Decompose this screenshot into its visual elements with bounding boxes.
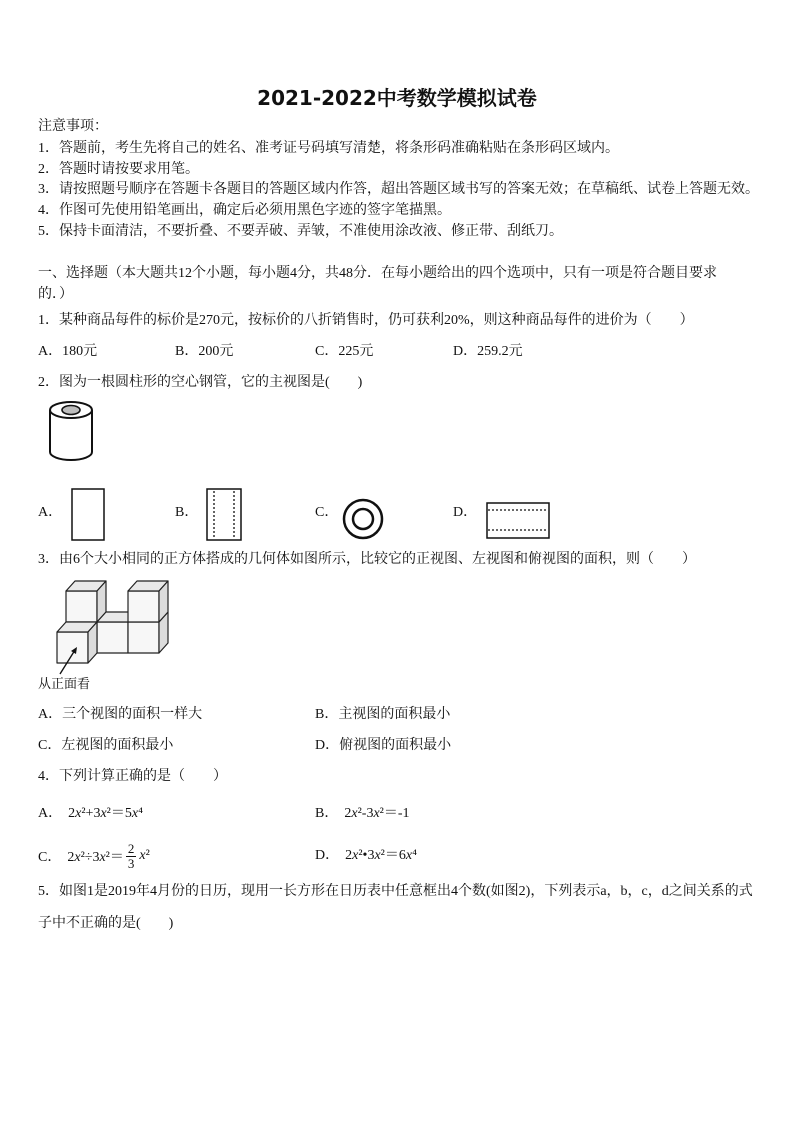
cube-front-face	[66, 591, 97, 622]
horizontal-rectangle	[487, 503, 549, 538]
question-4-option-d	[315, 846, 417, 866]
question-2-option-a-figure	[70, 487, 106, 543]
notice-item-3: 3．请按照题号顺序在答题卡各题目的答题区域内作答，超出答题区域书写的答案无效；在草稿纸、试卷上答题无效。	[38, 182, 759, 197]
question-1-option-a: A．180元	[38, 344, 98, 359]
variable-x: x	[352, 848, 359, 863]
question-1-option-b: B．200元	[175, 344, 234, 359]
question-2-option-c-figure	[341, 497, 385, 541]
variable-x: x	[351, 806, 358, 821]
question-1-option-c: C．225元	[315, 344, 374, 359]
cube-front-face	[128, 591, 159, 622]
variable-x: x	[374, 848, 381, 863]
exam-title: 2021-2022中考数学模拟试卷	[257, 86, 537, 110]
option-expression: 2x²+3x²＝5x⁴	[68, 806, 143, 821]
question-2-option-d-figure	[485, 498, 551, 542]
question-3-option-b: B．主视图的面积最小	[315, 707, 451, 722]
variable-x: x	[131, 806, 139, 821]
question-1-stem: 1．某种商品每件的标价是270元，按标价的八折销售时，仍可获利20%，则这种商品每件的进价为（ ）	[38, 313, 694, 328]
question-3-option-d: D．俯视图的面积最小	[315, 738, 452, 753]
variable-x: x	[75, 806, 82, 821]
question-4-option-a	[38, 804, 143, 824]
hollow-cylinder-figure	[46, 398, 96, 464]
question-4-option-c	[38, 840, 150, 872]
question-2-option-b-figure	[205, 487, 243, 543]
cube-front-face	[97, 622, 128, 653]
notice-heading: 注意事项：	[38, 119, 108, 134]
cylinder-bottom-arc	[50, 452, 92, 460]
cube-front-face	[57, 632, 88, 663]
option-expression: 2x²-3x²＝-1	[344, 806, 410, 821]
notice-item-4: 4．作图可先使用铅笔画出，确定后必须用黑色字迹的签字笔描黑。	[38, 203, 451, 218]
question-3-stem: 3．由6个大小相同的正方体搭成的几何体如图所示，比较它的正视图、左视图和俯视图的面积，则（ ）	[38, 552, 696, 567]
option-label: B．	[315, 806, 339, 821]
option-expression-tail: x²	[139, 848, 150, 863]
option-label: C．	[38, 850, 62, 865]
question-2-option-d-label: D．	[453, 505, 478, 520]
section-heading: 一、选择题（本大题共12个小题，每小题4分，共48分．在每小题给出的四个选项中，只有一项是符合题目要求的．）	[38, 266, 717, 302]
option-expression: 2x²•3x²＝6x⁴	[345, 848, 417, 863]
question-4-stem: 4．下列计算正确的是（ ）	[38, 769, 227, 784]
option-label: A．	[38, 806, 63, 821]
notice-item-5: 5．保持卡面清洁，不要折叠、不要弄破、弄皱，不准使用涂改液、修正带、刮纸刀。	[38, 224, 563, 239]
outer-circle	[344, 500, 382, 538]
variable-x: x	[373, 806, 380, 821]
option-expression: 2x²÷3x²＝	[67, 850, 124, 865]
option-label: D．	[315, 848, 340, 863]
notice-item-2: 2．答题时请按要求用笔。	[38, 162, 199, 177]
question-2-option-b-label: B．	[175, 505, 199, 520]
fraction-denominator: 3	[127, 855, 135, 871]
variable-x: x	[100, 806, 107, 821]
question-5-stem: 5．如图1是2019年4月份的日历，现用一长方形在日历表中任意框出4个数(如图2)，下列表示a，b，c，d之间关系的式子中不正确的是( )	[38, 884, 753, 931]
question-3-option-c: C．左视图的面积最小	[38, 738, 174, 753]
cube-front-face	[128, 622, 159, 653]
fraction-numerator: 2	[127, 840, 135, 856]
inner-circle	[353, 509, 373, 529]
cylinder-hole	[62, 406, 80, 415]
question-3-option-a: A．三个视图的面积一样大	[38, 707, 203, 722]
variable-x: x	[405, 848, 413, 863]
question-2-option-a-label: A．	[38, 505, 63, 520]
question-1-option-d: D．259.2元	[453, 344, 523, 359]
question-4-option-b	[315, 804, 410, 824]
question-2-stem: 2．图为一根圆柱形的空心钢管，它的主视图是( )	[38, 375, 363, 390]
variable-x: x	[74, 850, 81, 865]
variable-x: x	[139, 848, 146, 863]
notice-item-1: 1．答题前，考生先将自己的姓名、准考证号码填写清楚，将条形码准确粘贴在条形码区域内。	[38, 141, 619, 156]
cube-stack-figure	[36, 576, 172, 678]
figure-caption: 从正面看	[38, 677, 91, 692]
outer-rectangle	[207, 489, 241, 540]
fraction	[126, 842, 137, 871]
question-2-option-c-label: C．	[315, 505, 339, 520]
solid-rectangle	[72, 489, 104, 540]
variable-x: x	[99, 850, 106, 865]
